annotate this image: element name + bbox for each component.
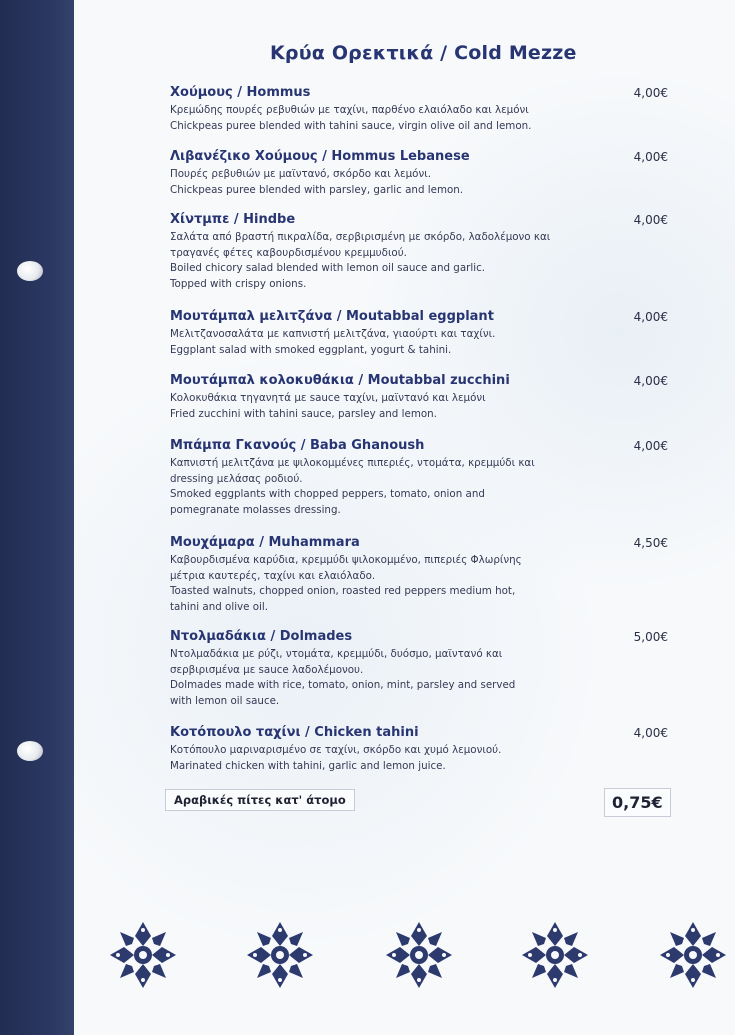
menu-item-hommus-lebanese	[170, 148, 670, 198]
item-name: Ντολμαδάκια / Dolmades	[170, 629, 353, 644]
item-name: Μουτάμπαλ κολοκυθάκια / Moutabbal zucchini	[170, 373, 510, 388]
ornament-icon	[658, 920, 728, 990]
punch-hole-bottom	[17, 741, 43, 761]
menu-item-baba-ghanoush	[170, 437, 670, 518]
item-description: Καπνιστή μελιτζάνα με ψιλοκομμένες πιπεριές, ντομάτα, κρεμμύδι και dressing μελάσας ροδιού. Smoked eggplants with chopped peppers, tomato, onion and pomegranate molasses dressing.	[170, 457, 535, 516]
item-name: Μουχάμαρα / Muhammara	[170, 535, 360, 550]
item-description: Ντολμαδάκια με ρύζι, ντομάτα, κρεμμύδι, δυόσμο, μαϊντανό και σερβιρισμένα με sauce λαδολέμονου. Dolmades made with rice, tomato, onion, mint, parsley and served with lemon oil sauce.	[170, 648, 516, 707]
ornament-icon	[245, 920, 315, 990]
item-description: Καβουρδισμένα καρύδια, κρεμμύδι ψιλοκομμένο, πιπεριές Φλωρίνης μέτρια καυτερές, ταχίνι και ελαιόλαδο. Toasted walnuts, chopped onion, roasted red peppers medium hot, tahini and olive oil.	[170, 554, 522, 613]
item-price: 4,00€	[633, 150, 668, 164]
menu-item-chicken-tahini	[170, 724, 670, 774]
item-description: Κολοκυθάκια τηγανητά με sauce ταχίνι, μαϊντανό και λεμόνι Fried zucchini with tahini sauce, parsley and lemon.	[170, 392, 486, 420]
item-description: Σαλάτα από βραστή πικραλίδα, σερβιρισμένη με σκόρδο, λαδολέμονο και τραγανές φέτες καβουρδισμένου κρεμμυδιού. Boiled chicory salad blended with lemon oil sauce and garlic. Topped with crispy onions.	[170, 231, 551, 290]
item-description: Κοτόπουλο μαριναρισμένο σε ταχίνι, σκόρδο και χυμό λεμονιού. Marinated chicken with tahini, garlic and lemon juice.	[170, 744, 502, 772]
item-name: Χίντμπε / Hindbe	[170, 212, 296, 227]
menu-item-muhammara	[170, 534, 670, 615]
item-price: 4,00€	[633, 213, 668, 227]
item-name: Χούμους / Hommus	[170, 85, 311, 100]
binding-spine	[0, 0, 74, 1035]
item-price: 5,00€	[633, 630, 668, 644]
ornament-icon	[384, 920, 454, 990]
item-description: Πουρές ρεβυθιών με μαϊντανό, σκόρδο και λεμόνι. Chickpeas puree blended with parsley, garlic and lemon.	[170, 168, 464, 196]
menu-item-hommus	[170, 84, 670, 134]
item-description: Κρεμώδης πουρές ρεβυθιών με ταχίνι, παρθένο ελαιόλαδο και λεμόνι Chickpeas puree blended with tahini sauce, virgin olive oil and lemon.	[170, 104, 532, 132]
ornament-icon	[108, 920, 178, 990]
item-name: Μπάμπα Γκανούς / Baba Ghanoush	[170, 438, 425, 453]
item-price: 4,00€	[633, 439, 668, 453]
arabic-pita-price: 0,75€	[604, 788, 671, 817]
menu-item-moutabbal-zucchini	[170, 372, 670, 422]
arabic-pita-label: Αραβικές πίτες κατ' άτομο	[165, 789, 355, 811]
item-name: Λιβανέζικο Χούμους / Hommus Lebanese	[170, 149, 470, 164]
item-description: Μελιτζανοσαλάτα με καπνιστή μελιτζάνα, γιαούρτι και ταχίνι. Eggplant salad with smoked eggplant, yogurt & tahini.	[170, 328, 496, 356]
menu-item-hindbe	[170, 211, 670, 292]
item-price: 4,50€	[633, 536, 668, 550]
menu-item-moutabbal-eggplant	[170, 308, 670, 358]
item-name: Μουτάμπαλ μελιτζάνα / Moutabbal eggplant	[170, 309, 494, 324]
menu-item-dolmades	[170, 628, 670, 709]
item-name: Κοτόπουλο ταχίνι / Chicken tahini	[170, 725, 419, 740]
ornament-icon	[520, 920, 590, 990]
item-price: 4,00€	[633, 726, 668, 740]
item-price: 4,00€	[633, 310, 668, 324]
item-price: 4,00€	[633, 86, 668, 100]
punch-hole-top	[17, 261, 43, 281]
section-title: Κρύα Ορεκτικά / Cold Mezze	[270, 42, 577, 64]
item-price: 4,00€	[633, 374, 668, 388]
